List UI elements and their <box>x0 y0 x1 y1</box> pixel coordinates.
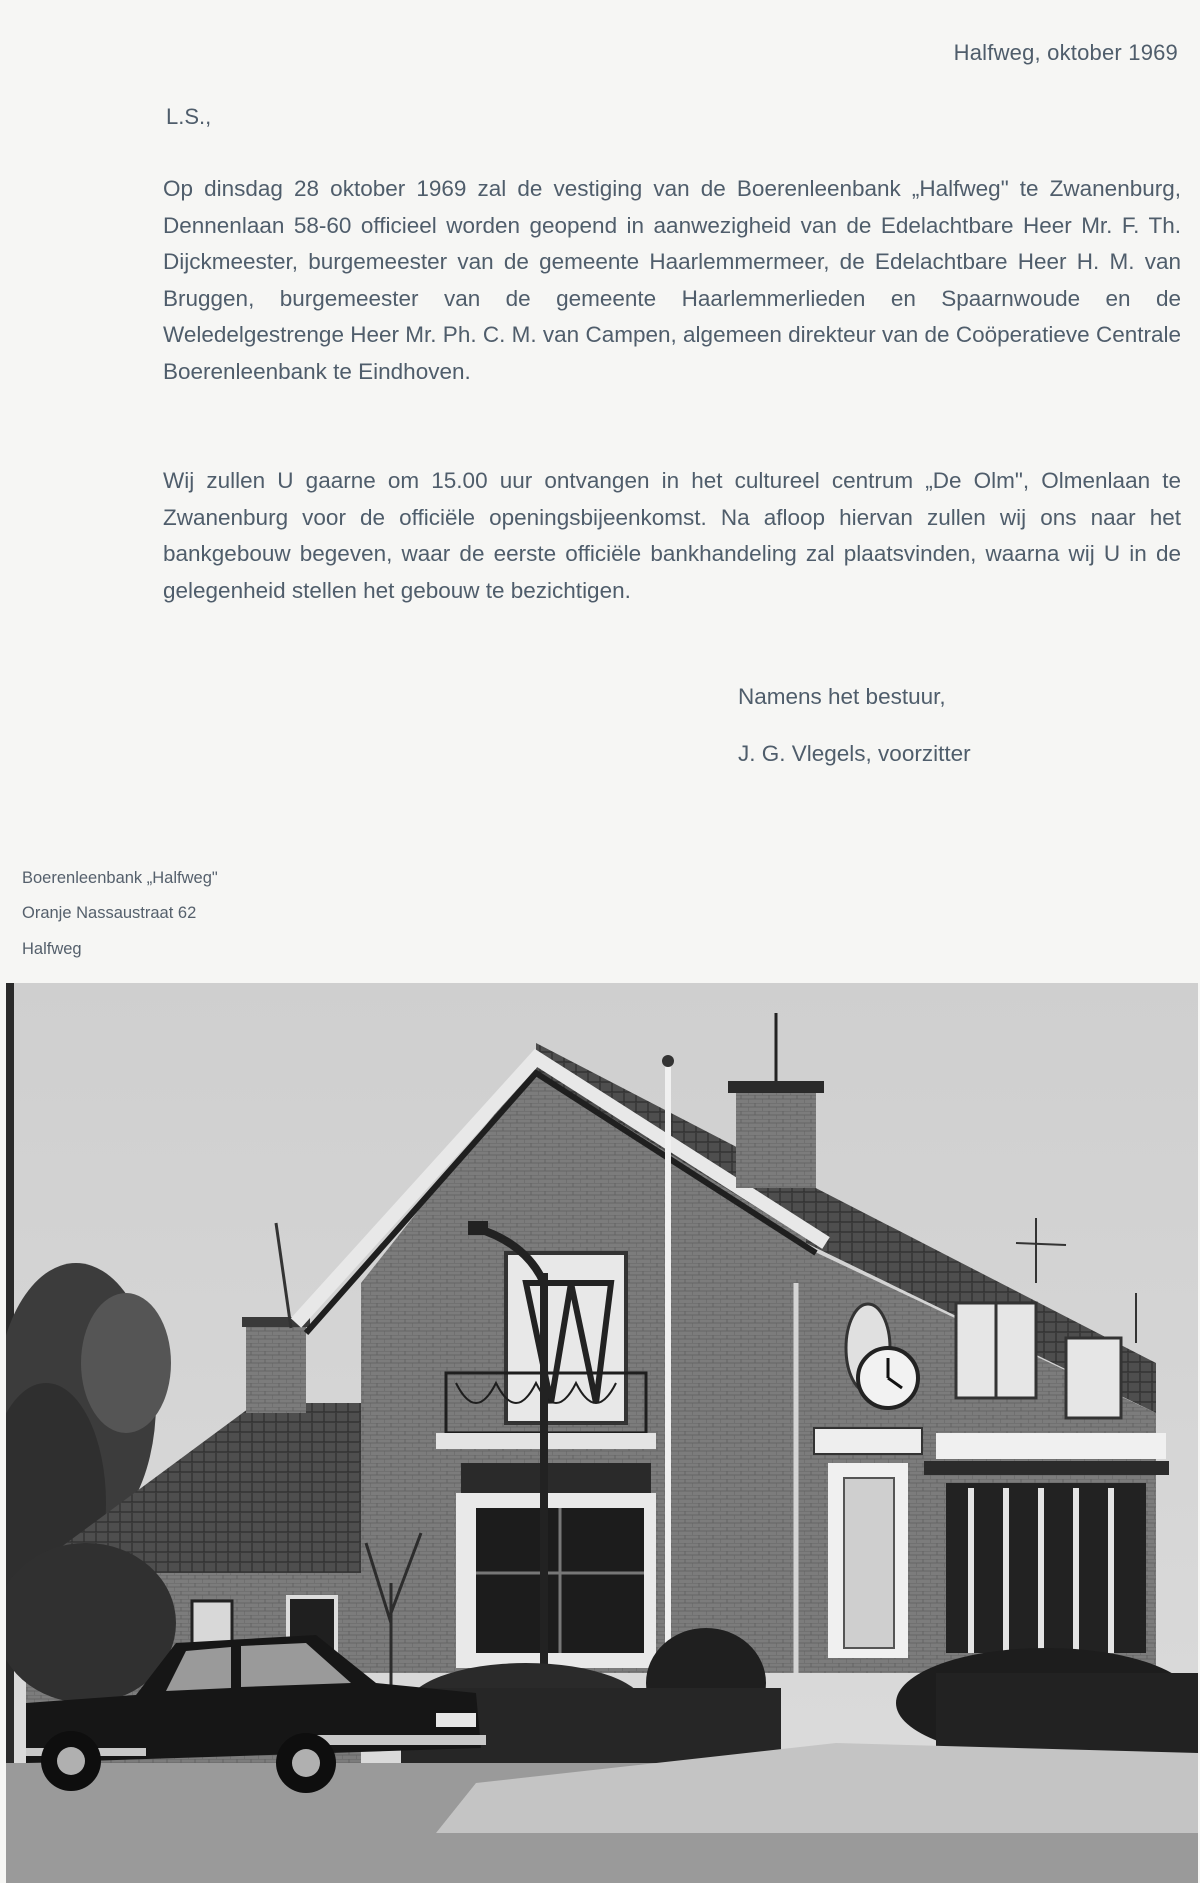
signatory-line: J. G. Vlegels, voorzitter <box>738 741 971 766</box>
closing-line: Namens het bestuur, <box>738 684 946 709</box>
paragraph-program: Wij zullen U gaarne om 15.00 uur ontvangen in het cultureel centrum „De Olm", Olmenlaan te Zwanenburg voor de officiële openingsbijeenkomst. Na afloop hiervan zullen wij ons naar het bankgebouw begeven, waar de eerste officiële bankhandeling zal plaatsvinden, waarna wij U in de gelegenheid stellen het gebouw te bezichtigen. <box>163 468 1181 603</box>
address-name: Boerenleenbank „Halfweg" <box>22 869 218 887</box>
paragraph-invitation: Op dinsdag 28 oktober 1969 zal de vestiging van de Boerenleenbank „Halfweg" te Zwanenburg, Dennenlaan 58-60 officieel worden geopend in aanwezigheid van de Edelachtbare Heer Mr. F. Th. Dijckmeester, burgemeester van de gemeente Haarlemmermeer, de Edelachtbare Heer H. M. van Bruggen, burgemeester van de gemeente Haarlemmerlieden en Spaarnwoude en de Weledelgestrenge Heer Mr. Ph. C. M. van Campen, algemeen direkteur van de Coöperatieve Centrale Boerenleenbank te Eindhoven. <box>163 176 1181 384</box>
bank-building-photo <box>6 983 1198 1883</box>
salutation: L.S., <box>166 104 212 129</box>
address-street: Oranje Nassaustraat 62 <box>22 904 197 922</box>
date-line: Halfweg, oktober 1969 <box>953 40 1178 65</box>
address-city: Halfweg <box>22 940 82 958</box>
